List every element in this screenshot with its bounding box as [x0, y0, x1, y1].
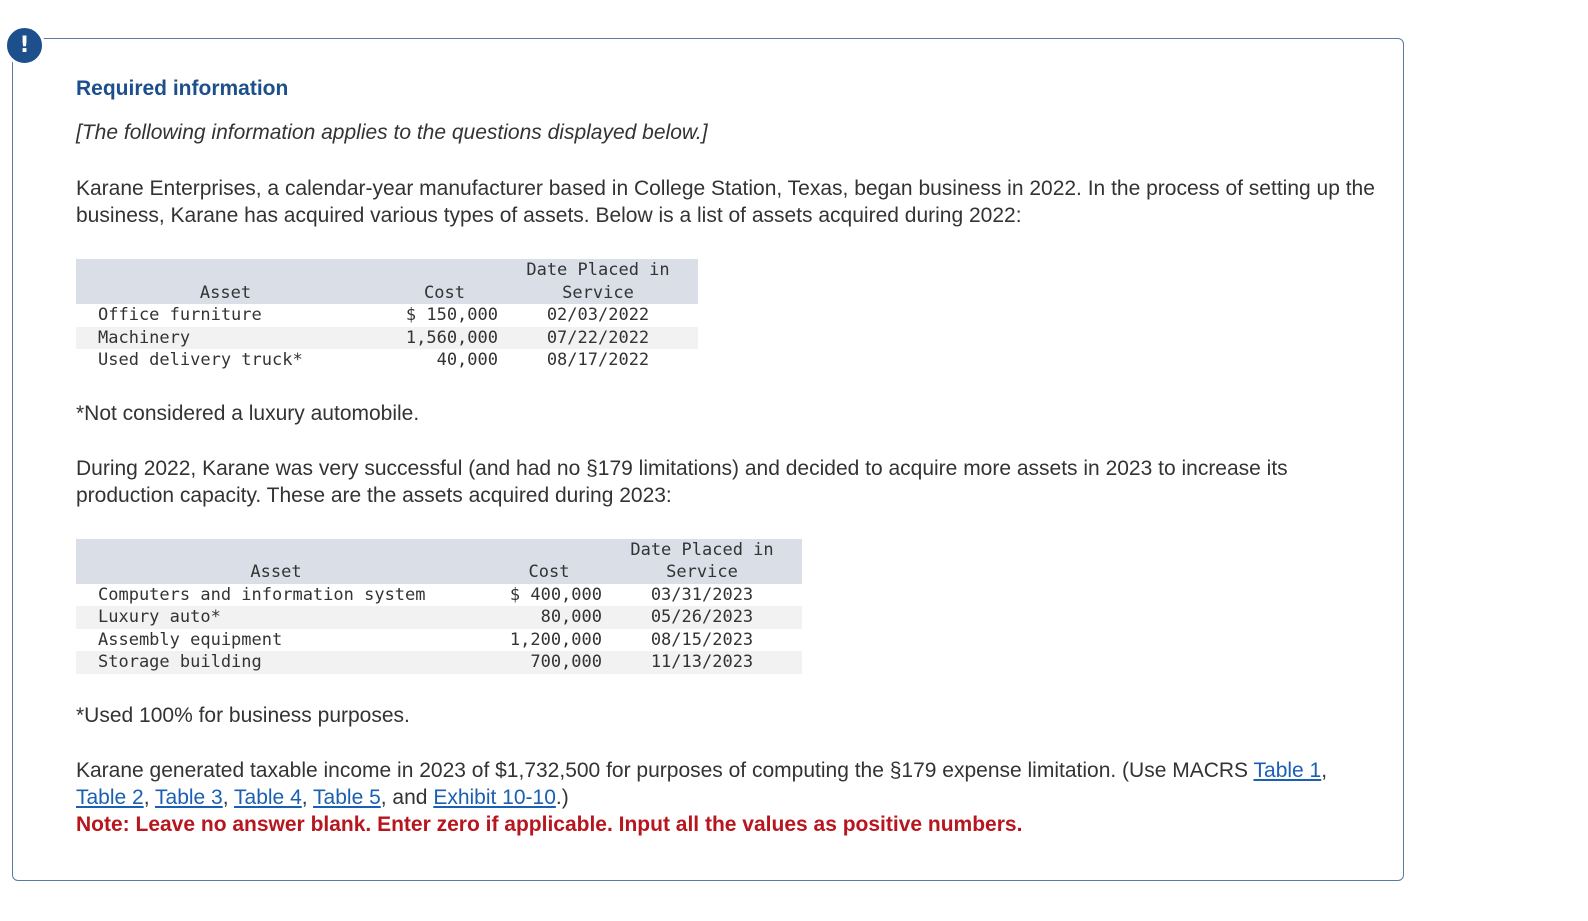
date-cell: 11/13/2023 [602, 651, 802, 674]
table-row [76, 606, 802, 629]
instruction-note: Note: Leave no answer blank. Enter zero if applicable. Input all the values as positive numbers. [76, 812, 1023, 836]
date-cell: 08/17/2022 [546, 350, 650, 370]
cost-cell: 1,560,000 [391, 327, 498, 350]
date-cell: 07/22/2022 [498, 327, 698, 350]
footnote-2022: *Not considered a luxury automobile. [76, 401, 420, 425]
table-row [76, 584, 802, 607]
asset-cell: Used delivery truck* [98, 350, 303, 370]
separator: , and [380, 785, 434, 809]
header-asset: Asset [76, 259, 391, 304]
separator: , [222, 785, 235, 809]
footnote-2023: *Used 100% for business purposes. [76, 703, 410, 727]
asset-cell: Machinery [76, 327, 391, 350]
assets-2023-table [76, 539, 802, 674]
header-cost: Cost [496, 539, 602, 584]
para3-before: Karane generated taxable income in 2023 of $1,732,500 for purposes of computing the §179 expense limitation. (Use MACRS [76, 758, 1254, 782]
separator: , [143, 785, 156, 809]
cost-cell: 80,000 [496, 606, 602, 629]
alert-icon: ! [4, 25, 45, 66]
paragraph-2022: Karane Enterprises, a calendar-year manufacturer based in College Station, Texas, began business in 2022. In the process of setting up the business, Karane has acquired various types of assets. Below is a list of assets acquired during 2022: [76, 177, 1375, 227]
header-date-line2: Service [562, 282, 634, 303]
asset-cell: Storage building [76, 651, 496, 674]
table-row [76, 651, 802, 674]
intro-italic: [The following information applies to the questions displayed below.] [76, 121, 708, 144]
cost-cell: $ 400,000 [509, 584, 602, 605]
link-table-3[interactable]: Table 3 [155, 785, 223, 809]
link-table-2[interactable]: Table 2 [76, 785, 144, 809]
asset-cell: Office furniture [98, 305, 262, 325]
para3-after: .) [555, 785, 569, 809]
header-date-line2: Service [666, 562, 738, 582]
date-cell: 08/15/2023 [650, 629, 754, 650]
card-content [76, 75, 1376, 838]
asset-cell: Assembly equipment [98, 629, 283, 650]
cost-cell: $ 150,000 [405, 305, 498, 325]
cost-cell: 1,200,000 [509, 629, 602, 650]
cost-cell: 40,000 [436, 350, 498, 370]
header-date [602, 539, 802, 584]
page-title: Required information [76, 77, 289, 100]
cost-cell: 700,000 [496, 651, 602, 674]
header-cost: Cost [391, 259, 498, 304]
table-row [76, 327, 698, 350]
table-row [76, 304, 698, 327]
assets-2022-table [76, 259, 698, 372]
required-info-card [12, 38, 1404, 881]
asset-cell: Computers and information system [98, 584, 426, 605]
link-exhibit-10-10[interactable]: Exhibit 10-10 [433, 785, 556, 809]
link-table-4[interactable]: Table 4 [234, 785, 302, 809]
asset-cell: Luxury auto* [76, 606, 496, 629]
header-date-line1: Date Placed in [526, 260, 670, 280]
paragraph-taxable-income [76, 757, 1376, 811]
header-date-line1: Date Placed in [630, 539, 774, 560]
header-date [498, 259, 698, 304]
table-header-row [76, 539, 802, 584]
date-cell: 03/31/2023 [650, 584, 754, 605]
link-table-1[interactable]: Table 1 [1253, 758, 1322, 782]
date-cell: 02/03/2022 [546, 305, 650, 325]
table-row [76, 629, 802, 652]
date-cell: 05/26/2023 [602, 606, 802, 629]
paragraph-2023: During 2022, Karane was very successful (and had no §179 limitations) and decided to acquire more assets in 2023 to increase its production capacity. These are the assets acquired during 2023: [76, 456, 1288, 507]
link-table-5[interactable]: Table 5 [313, 785, 381, 809]
separator: , [1321, 758, 1328, 782]
table-header-row [76, 259, 698, 304]
table-row [76, 349, 698, 372]
header-asset: Asset [76, 539, 496, 584]
separator: , [301, 785, 314, 809]
